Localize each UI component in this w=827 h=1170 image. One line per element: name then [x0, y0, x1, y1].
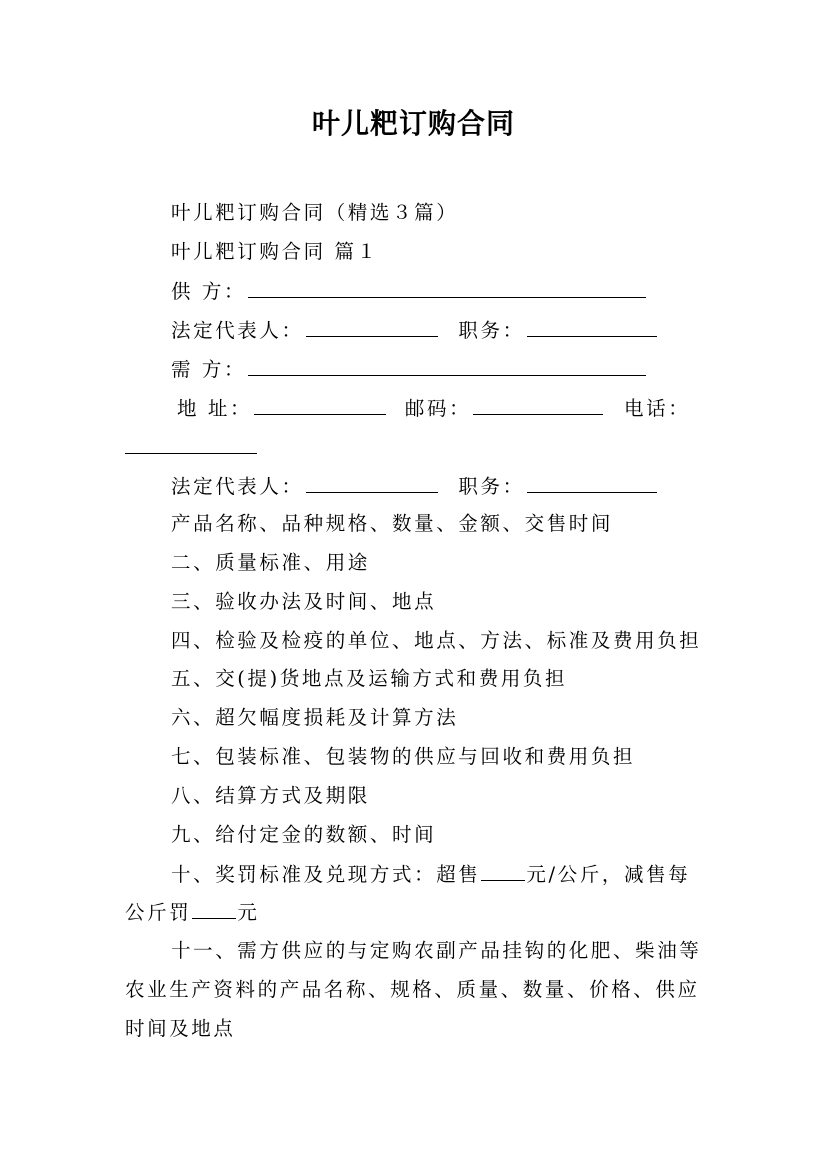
clause-5: 五、交(提)货地点及运输方式和费用负担	[171, 667, 568, 690]
address-row	[177, 395, 690, 422]
clause-10-text-b: 元/公斤，减售每	[526, 863, 691, 886]
supplier-label: 供 方：	[171, 280, 247, 303]
clause-10-text-c: 公斤罚	[125, 901, 192, 924]
address-blank	[254, 395, 386, 415]
clause-11-line-1: 十一、需方供应的与定购农副产品挂钩的化肥、柴油等	[171, 939, 702, 962]
address-label: 地 址：	[177, 397, 253, 420]
phone-label: 电话：	[624, 397, 691, 420]
clause-11-line-3: 时间及地点	[125, 1017, 236, 1040]
legal-rep-row	[171, 317, 659, 344]
clause-7: 七、包装标准、包装物的供应与回收和费用负担	[171, 745, 636, 768]
position-label-2: 职务：	[458, 475, 525, 498]
clause-6: 六、超欠幅度损耗及计算方法	[171, 706, 459, 729]
clause-10-text-d: 元	[237, 901, 260, 924]
undersale-blank	[192, 899, 236, 919]
oversale-blank	[481, 861, 525, 881]
position-blank-2	[527, 473, 657, 493]
postcode-label: 邮码：	[404, 397, 472, 420]
document-title: 叶儿粑订购合同	[311, 107, 515, 140]
legal-rep-blank	[306, 317, 438, 337]
clause-10-text-a: 十、奖罚标准及兑现方式：超售	[171, 863, 481, 886]
supplier-blank	[248, 278, 646, 298]
buyer-row	[171, 356, 648, 383]
legal-rep-label-2: 法定代表人：	[171, 475, 304, 498]
clause-3: 三、验收办法及时间、地点	[171, 590, 437, 613]
phone-blank-row	[125, 434, 257, 461]
document-heading: 叶儿粑订购合同（精选３篇）	[171, 201, 459, 224]
clause-10-line-2	[125, 899, 259, 926]
clause-11-line-2: 农业生产资料的产品名称、规格、质量、数量、价格、供应	[125, 978, 700, 1001]
clause-10-line-1	[171, 861, 690, 888]
clause-8: 八、结算方式及期限	[171, 784, 370, 807]
postcode-blank	[473, 395, 603, 415]
legal-rep-blank-2	[306, 473, 438, 493]
buyer-label: 需 方：	[171, 358, 247, 381]
supplier-row	[171, 278, 648, 305]
position-label: 职务：	[458, 319, 525, 342]
clause-2: 二、质量标准、用途	[171, 551, 370, 574]
clause-4: 四、检验及检疫的单位、地点、方法、标准及费用负担	[171, 629, 702, 652]
part-title: 叶儿粑订购合同 篇１	[171, 240, 379, 263]
clause-product: 产品名称、品种规格、数量、金额、交售时间	[171, 512, 614, 535]
position-blank	[527, 317, 657, 337]
clause-9: 九、给付定金的数额、时间	[171, 823, 437, 846]
legal-rep-label: 法定代表人：	[171, 319, 304, 342]
buyer-blank	[248, 356, 646, 376]
legal-rep-row-2	[171, 473, 659, 500]
phone-blank	[125, 434, 257, 454]
